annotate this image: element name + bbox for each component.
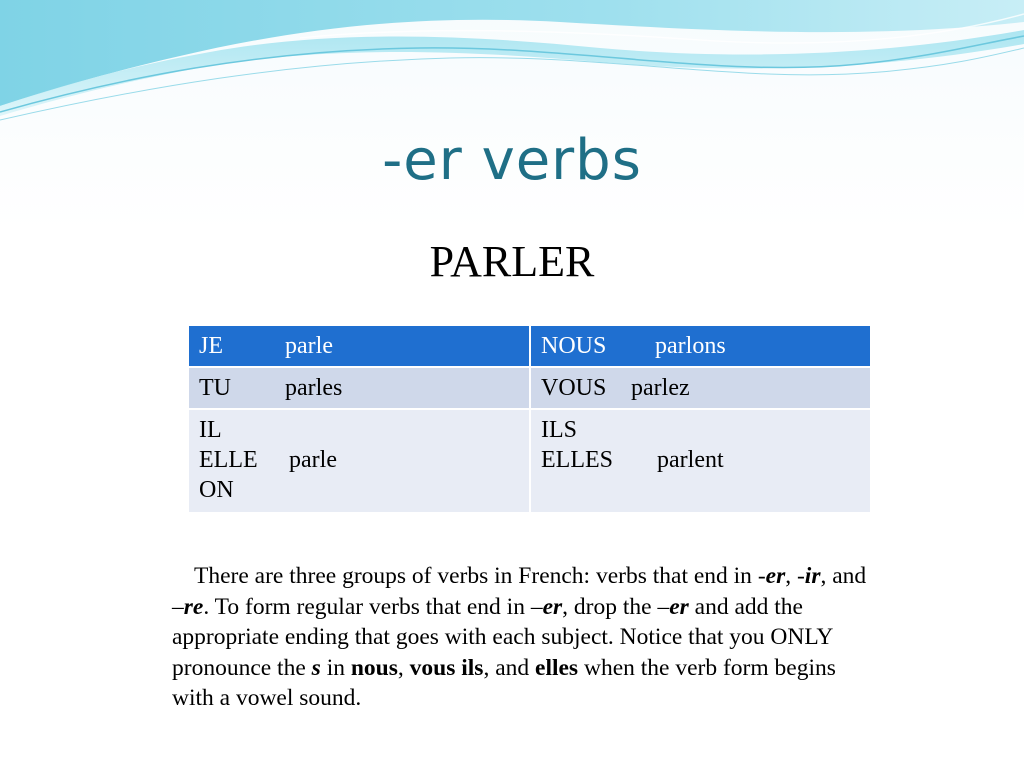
- note-text: -: [757, 563, 766, 589]
- table-cell: [188, 325, 530, 367]
- ending-re: re: [183, 593, 204, 620]
- verb-form: parlez: [631, 375, 690, 401]
- verb-form: parles: [285, 375, 343, 401]
- verb-form: parle: [289, 447, 337, 473]
- pronoun-vous: VOUS: [541, 375, 607, 401]
- ending-er: er: [669, 593, 689, 620]
- verb-form: parle: [285, 333, 333, 359]
- table-row: [188, 409, 871, 513]
- table-cell: [188, 367, 530, 409]
- pronoun-ils: ILS: [541, 417, 577, 443]
- slide-subtitle: PARLER: [429, 237, 595, 286]
- note-text: , drop the –: [562, 593, 670, 620]
- ending-er: er: [765, 563, 786, 589]
- note-text: , and: [483, 654, 536, 681]
- table-row: [188, 325, 871, 367]
- ending-er: er: [542, 593, 563, 620]
- word-ils: ils: [461, 654, 484, 681]
- word-vous: vous: [409, 654, 456, 681]
- note-text: ,: [397, 654, 410, 681]
- pronoun-nous: NOUS: [541, 333, 607, 359]
- note-text: There are three groups of verbs in French: verbs that end in: [194, 563, 758, 589]
- pronoun-tu: TU: [199, 375, 231, 401]
- explanation-paragraph: [172, 561, 872, 714]
- table-cell: [530, 367, 871, 409]
- table-cell: [188, 409, 530, 513]
- verb-form: parlons: [655, 333, 726, 359]
- table-row: [188, 367, 871, 409]
- slide-title: -er verbs: [382, 128, 642, 193]
- note-text: in: [320, 654, 351, 681]
- note-text: . To form regular verbs that end in –: [203, 593, 543, 620]
- pronoun-elle: ELLE: [199, 447, 258, 473]
- pronoun-il: IL: [199, 417, 222, 443]
- table-cell: [530, 409, 871, 513]
- ending-ir: ir: [804, 563, 821, 589]
- word-nous: nous: [350, 654, 398, 681]
- note-text: , and –: [172, 563, 867, 620]
- table-cell: [530, 325, 871, 367]
- letter-s: s: [311, 654, 321, 681]
- note-text: when the verb form begins with a vowel sound.: [172, 654, 836, 712]
- pronoun-je: JE: [199, 333, 223, 359]
- decorative-wave-header: [0, 0, 1024, 130]
- word-elles: elles: [535, 654, 579, 681]
- verb-form: parlent: [657, 447, 724, 473]
- pronoun-on: ON: [199, 477, 234, 503]
- conjugation-table: [187, 324, 872, 514]
- note-text: and add the appropriate ending that goes with each subject. Notice that you ONLY pronounce the: [172, 593, 833, 681]
- note-text: , -: [785, 563, 805, 589]
- pronoun-elles: ELLES: [541, 447, 613, 473]
